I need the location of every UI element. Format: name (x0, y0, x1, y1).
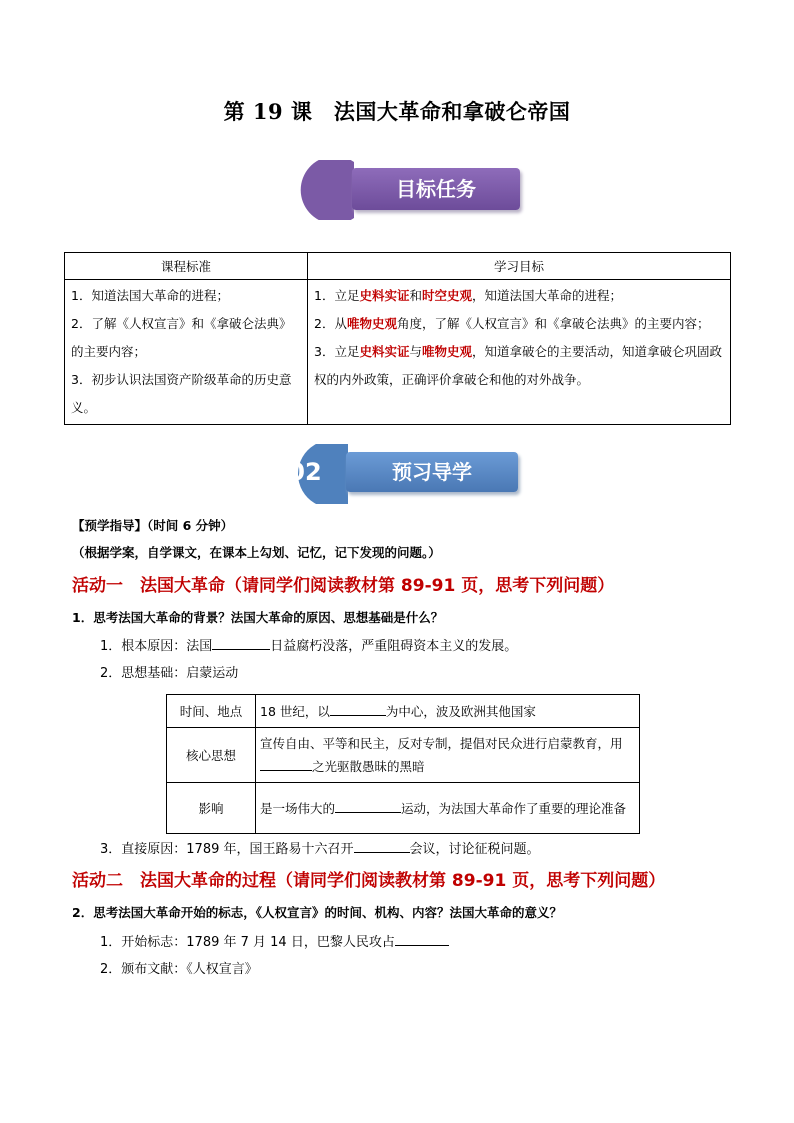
guide-instruction: （根据学案，自学课文，在课本上勾划、记忆，记下发现的问题。） (72, 545, 441, 560)
section-badge-preview (272, 444, 524, 504)
list-item: 2．思想基础：启蒙运动 (100, 666, 239, 681)
blank-field[interactable] (335, 800, 401, 813)
table-cell (308, 280, 731, 425)
question: 1．思考法国大革命的背景？法国大革命的原因、思想基础是什么？ (72, 610, 444, 625)
table-cell: 宣传自由、平等和民主，反对专制，提倡对民众进行启蒙教育，用 之光驱散愚昧的黑暗 (256, 728, 640, 783)
table-cell (65, 280, 308, 425)
list-item: 3．初步认识法国资产阶级革命的历史意义。 (71, 372, 292, 415)
table-header: 学习目标 (308, 253, 731, 280)
table-header: 课程标准 (65, 253, 308, 280)
table-header: 时间、地点 (167, 695, 256, 728)
section-badge-goals (282, 160, 527, 220)
blank-field[interactable] (330, 703, 386, 716)
guide-line: 【预学指导】（时间 6 分钟） (72, 518, 234, 533)
activity-title: 活动二 法国大革命的过程（请同学们阅读教材第 89-91 页，思考下列问题） (72, 871, 666, 891)
list-item: 1．根本原因：法国 日益腐朽没落，严重阻碍资本主义的发展。 (100, 639, 518, 654)
blank-field[interactable] (354, 840, 410, 853)
activity-title: 活动一 法国大革命（请同学们阅读教材第 89-91 页，思考下列问题） (72, 576, 615, 596)
goals-table (64, 252, 731, 425)
page-title: 第 19 课 法国大革命和拿破仑帝国 (223, 99, 571, 124)
list-item: 2．颁布文献：《人权宣言》 (100, 962, 258, 977)
enlightenment-table (166, 694, 640, 834)
list-item: 2．从唯物史观角度，了解《人权宣言》和《拿破仑法典》的主要内容； (314, 316, 710, 331)
list-item: 3．立足史料实证与唯物史观，知道拿破仑的主要活动，知道拿破仑巩固政权的内外政策，正确评价拿破仑和他的对外战争。 (314, 344, 723, 387)
table-cell: 是一场伟大的 运动，为法国大革命作了重要的理论准备 (256, 783, 640, 834)
list-item: 1．开始标志：1789 年 7 月 14 日，巴黎人民攻占 (100, 931, 449, 950)
question: 2．思考法国大革命开始的标志，《人权宣言》的时间、机构、内容？法国大革命的意义？ (72, 905, 562, 920)
section-title: 目标任务 (352, 168, 520, 210)
section-title: 预习导学 (346, 452, 518, 492)
table-header: 核心思想 (167, 728, 256, 783)
list-item: 2．了解《人权宣言》和《拿破仑法典》的主要内容； (71, 316, 292, 359)
blank-field[interactable] (212, 637, 270, 650)
section-number: 02 (288, 458, 322, 486)
list-item: 3．直接原因：1789 年，国王路易十六召开 会议，讨论征税问题。 (100, 842, 540, 857)
blank-field[interactable] (395, 933, 449, 946)
blank-field[interactable] (260, 758, 312, 771)
list-item: 1．知道法国大革命的进程； (71, 288, 229, 303)
table-cell: 18 世纪，以 为中心，波及欧洲其他国家 (256, 695, 640, 728)
list-item: 1．立足史料实证和时空史观，知道法国大革命的进程； (314, 288, 623, 303)
table-header: 影响 (167, 783, 256, 834)
